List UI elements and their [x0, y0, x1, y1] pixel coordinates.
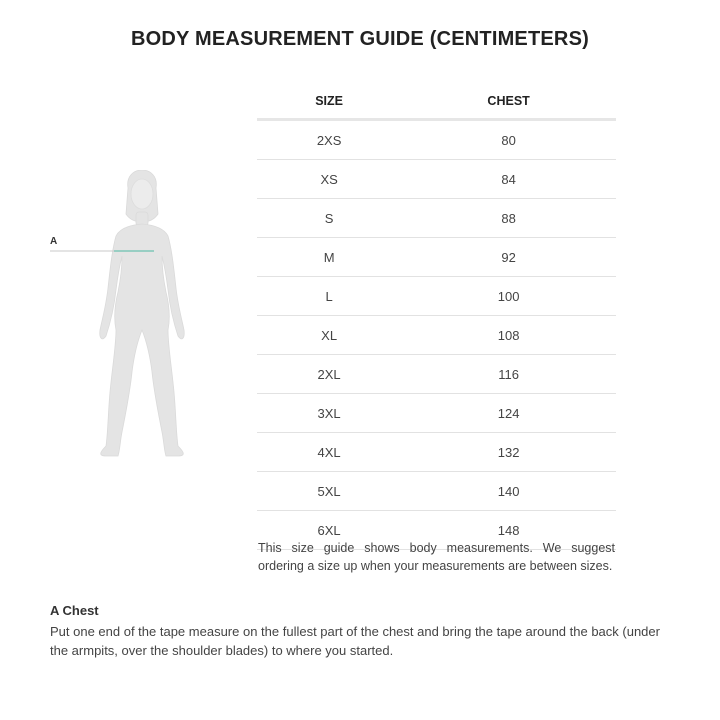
table-row: [257, 394, 616, 433]
chest-cell: 100: [401, 277, 616, 316]
table-row: [257, 120, 616, 160]
chest-cell: 84: [401, 160, 616, 199]
chest-cell: 88: [401, 199, 616, 238]
chest-section-text: Put one end of the tape measure on the fullest part of the chest and bring the tape around the back (under the armpits, over the shoulder blades) to where you started.: [50, 624, 660, 658]
size-chart-table: [257, 84, 616, 550]
chest-cell: 116: [401, 355, 616, 394]
size-cell: S: [257, 199, 401, 238]
chest-cell: 124: [401, 394, 616, 433]
size-cell: M: [257, 238, 401, 277]
chest-cell: 140: [401, 472, 616, 511]
body-figure: [50, 170, 260, 470]
size-cell: XS: [257, 160, 401, 199]
chest-cell: 80: [401, 120, 616, 160]
size-column-header: SIZE: [257, 84, 401, 120]
size-guide-note: This size guide shows body measurements. We suggest ordering a size up when your measurements are between sizes.: [258, 541, 615, 573]
table-row: [257, 160, 616, 199]
table-header-row: [257, 84, 616, 120]
table-row: [257, 472, 616, 511]
table-row: [257, 199, 616, 238]
table-row: [257, 238, 616, 277]
table-row: [257, 355, 616, 394]
size-cell: 2XL: [257, 355, 401, 394]
page-title: BODY MEASUREMENT GUIDE (CENTIMETERS): [131, 28, 589, 50]
chest-section-title: A Chest: [50, 603, 99, 618]
chest-cell: 148: [401, 511, 616, 550]
size-cell: 5XL: [257, 472, 401, 511]
female-silhouette-illustration: [50, 170, 260, 470]
chest-cell: 132: [401, 433, 616, 472]
chest-cell: 108: [401, 316, 616, 355]
table-row: [257, 277, 616, 316]
table-row: [257, 433, 616, 472]
size-cell: 6XL: [257, 511, 401, 550]
chest-marker-label: A: [50, 236, 58, 247]
table-row: [257, 316, 616, 355]
size-cell: L: [257, 277, 401, 316]
size-cell: XL: [257, 316, 401, 355]
size-cell: 4XL: [257, 433, 401, 472]
chest-column-header: CHEST: [401, 84, 616, 120]
size-cell: 2XS: [257, 120, 401, 160]
size-cell: 3XL: [257, 394, 401, 433]
chest-cell: 92: [401, 238, 616, 277]
